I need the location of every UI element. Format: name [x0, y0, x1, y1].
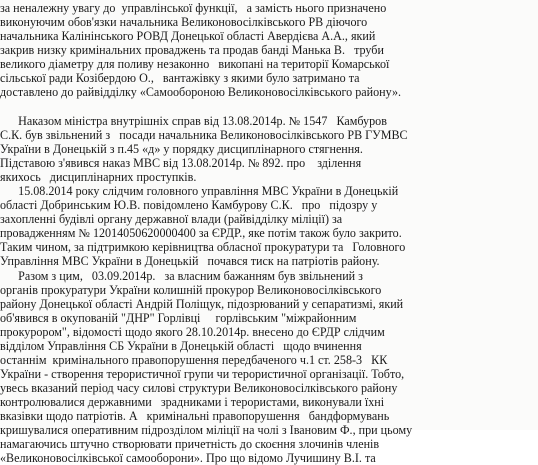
document-text-line: за неналежну увагу до управлінської функції, а замість нього призначено — [0, 1, 387, 15]
document-text-line: України - створення терористичної групи чи терористичної організації. Тобто, — [0, 367, 405, 381]
document-text-line: увесь вказаний період часу силові структури Великоновосілківського району — [0, 381, 398, 395]
document-text-line: Таким чином, за підтримкою керівництва обласної прокуратури та Головного — [0, 240, 406, 254]
document-text-line: С.К. був звільнений з посади начальника Великоновосілківського РВ ГУМВС — [0, 128, 408, 142]
document-text-line: доставлено до райвідділку «Самообороною Великоновосілківського району». — [0, 85, 402, 99]
document-text-line: закрив низку кримінальних проваджень та продав банді Манька В. труби — [0, 43, 384, 57]
document-text-line: 15.08.2014 року слідчим головного управління МВС України в Донецькій — [0, 184, 399, 198]
document-text-line: останнім кримінального правопорушення передбаченого ч.1 ст. 258-3 КК — [0, 353, 388, 367]
document-text-line: відділом Управління СБ України в Донецькій області щодо вчинення — [0, 339, 362, 353]
document-text-line: контролювалися державними зрадниками і терористами, виконували їхні — [0, 395, 385, 409]
document-text-line: кришувалися оперативним підрозділом міліції на чолі з Івановим Ф., при цьому — [0, 423, 413, 437]
document-text-line: Разом з цим, 03.09.2014р. за власним бажанням був звільнений з — [0, 269, 363, 283]
document-text-line: району Донецької області Андрій Поліщук, підозрюваний у сепаратизмі, який — [0, 297, 404, 311]
document-text-line: Наказом міністра внутрішніх справ від 13.08.2014р. № 1547 Камбуров — [0, 114, 387, 128]
document-text-line: захопленні будівлі органу державної влади (райвідділку міліції) за — [0, 212, 343, 226]
document-text-line: якихось дисциплінарних проступків. — [0, 170, 197, 184]
document-text-line: області Добринським Ю.В. повідомлено Камбурову С.К. про підозру у — [0, 198, 378, 212]
document-text-line: України в Донецькій з п.45 «д» у порядку дисциплінарного стягнення. — [0, 142, 363, 156]
document-text-line: Підставою з'явився наказ МВС від 13.08.2014р. № 892. про зділення — [0, 156, 362, 170]
document-text-line: об'явився в окупованій "ДНР" Горлівці горлівським "міжрайонним — [0, 311, 357, 325]
document-text-line: «Великоновосілківської самооборони». Про що відомо Лучишину В.І. та — [0, 451, 376, 465]
document-text-line: сільської ради Козібердою О., вантажівку з якими було затримано та — [0, 71, 360, 85]
document-text-line: начальника Калінінського РОВД Донецької області Авердієва А.А., який — [0, 29, 376, 43]
document-text-line: прокурором", відомості щодо якого 28.10.2014р. внесено до ЄРДР слідчим — [0, 325, 385, 339]
document-text-line: провадженням № 12014050620000400 за ЄРДР., яке потім також було закрито. — [0, 226, 402, 240]
document-text-line: виконуючим обов'язки начальника Великоновосілківського РВ діючого — [0, 15, 368, 29]
document-text-line: Управління МВС України в Донецькій почався тиск на патріотів району. — [0, 254, 380, 268]
document-text-line: вказівки щодо патріотів. А кримінальні правопорушення бандформувань — [0, 409, 390, 423]
document-text-line: великого діаметру для поливу незаконно викопані на території Комарської — [0, 57, 390, 71]
document-text-line: органів прокуратури України колишній прокурор Великоновосілківського — [0, 283, 382, 297]
document-text-line: намагаючись штучно створювати причетність до скоєння злочинів членів — [0, 437, 380, 451]
